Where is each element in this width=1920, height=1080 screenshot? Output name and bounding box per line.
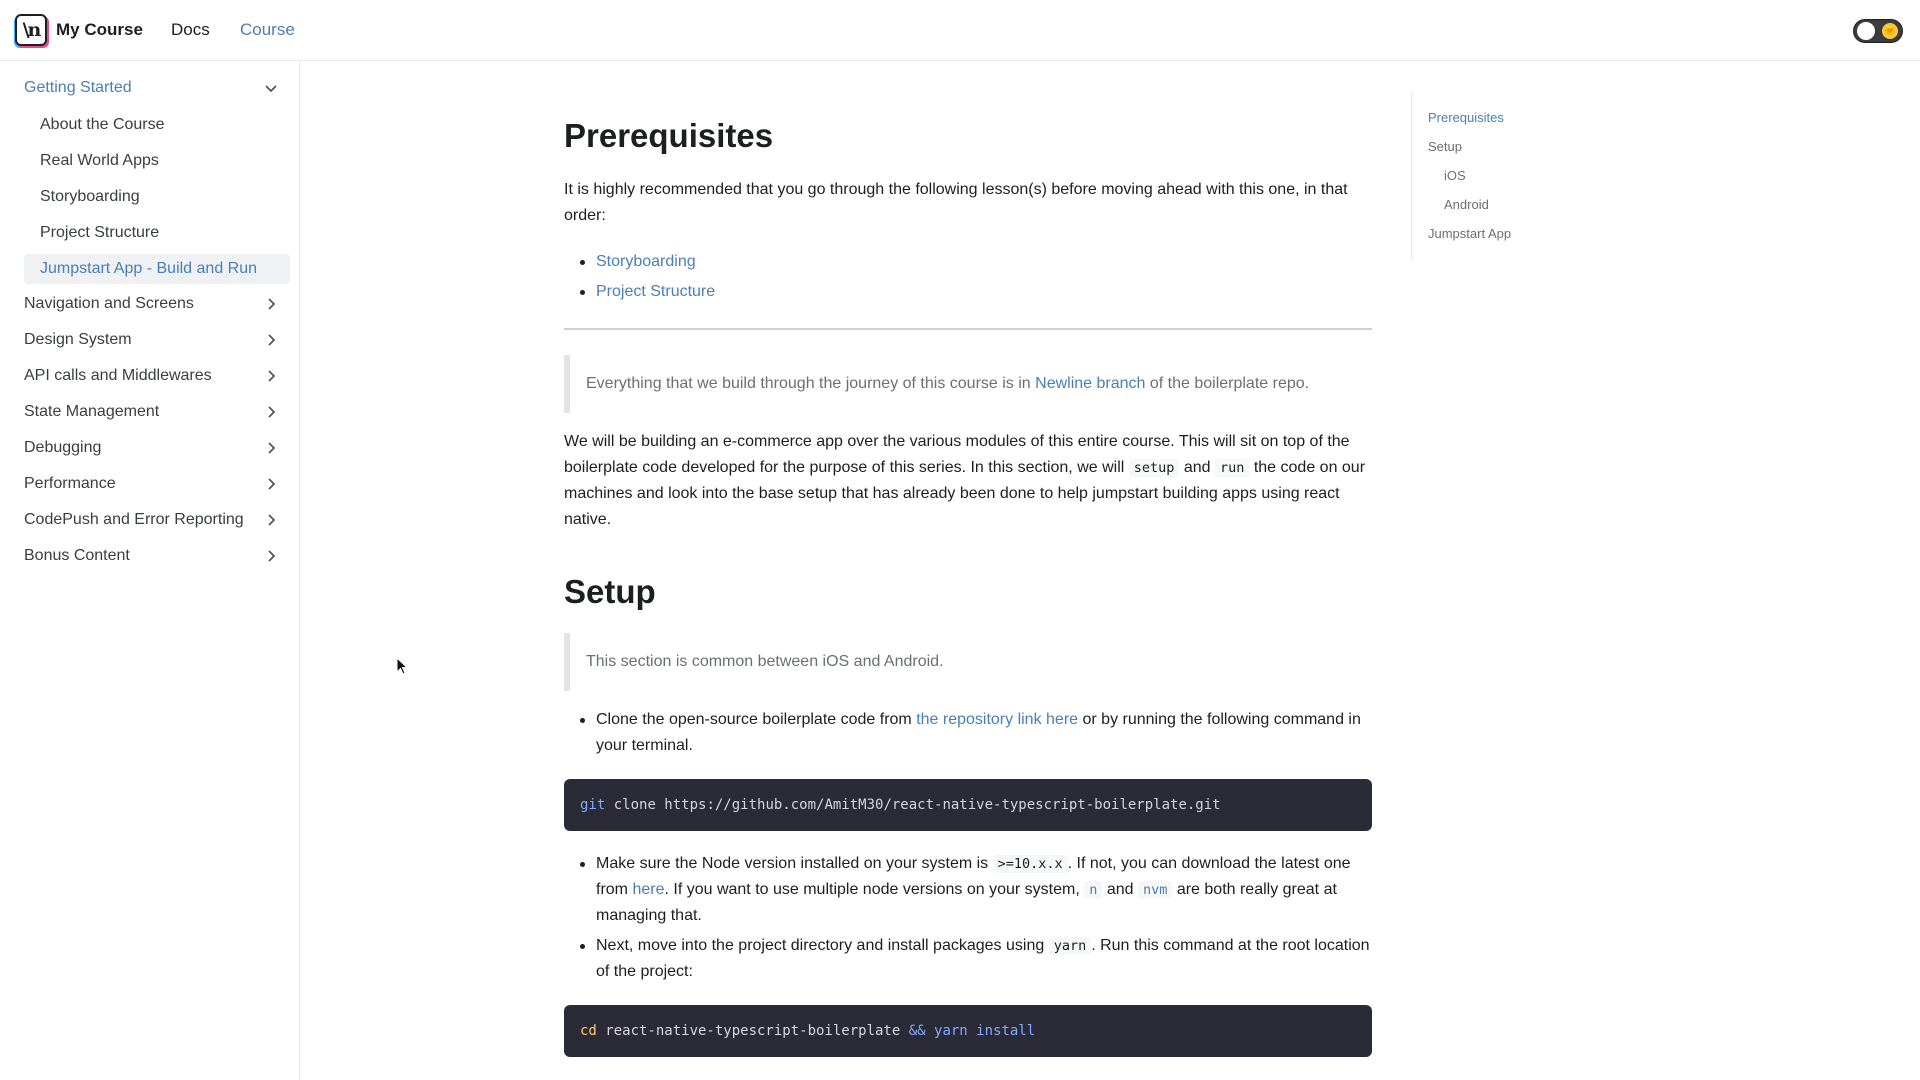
link-repository[interactable]: the repository link here [916,711,1079,728]
code-setup: setup [1129,459,1180,477]
blockquote-common-section [564,633,1372,691]
nav-link-docs[interactable]: Docs [171,20,210,39]
code-run: run [1215,459,1249,477]
node-text-and: and [1102,881,1138,898]
sidebar-category-label: CodePush and Error Reporting [24,511,244,528]
code-yarn: yarn [1049,937,1092,955]
sidebar-category-label: State Management [24,403,160,420]
prereq-intro: It is highly recommended that you go through the following lesson(s) before moving ahead with this one, in that order: [564,181,1348,224]
logo-glyph: \n [22,18,40,41]
heading-prerequisites: Prerequisites [564,117,774,154]
node-text-mid: . If not, you can download the latest one from [596,855,1351,898]
link-node-download[interactable]: here [632,881,665,898]
sidebar-item-real-world-apps[interactable] [24,146,290,176]
clone-text-after: or by running the following command in your terminal. [596,711,1361,754]
chevron-right-icon [262,367,280,385]
list-item [596,249,1372,279]
chevron-down-icon [262,79,280,97]
quote-text-before: Everything that we build through the journey of this course is in [586,375,1036,392]
list-item [596,279,1372,305]
code-nvm[interactable]: nvm [1138,881,1172,899]
sidebar-category-api-calls[interactable] [24,362,280,390]
prereq-list [596,249,1372,305]
table-of-contents [1411,92,1631,260]
list-item [596,933,1372,985]
sidebar-category-getting-started[interactable] [24,74,280,102]
intro-text-2: the code on our machines and look into the base setup that has already been done to help jumpstart building apps using react native. [564,459,1366,528]
sun-icon: 🌞 [1883,25,1897,37]
toc-item-setup[interactable]: Setup [1428,139,1462,154]
yarn-text-before: Next, move into the project directory and install packages using [596,937,1049,954]
link-newline-branch[interactable]: Newline branch [1035,375,1146,392]
divider [564,328,1372,330]
code-node-version: >=10.x.x [993,855,1068,873]
toggle-knob [1857,22,1875,40]
sidebar-category-label: Design System [24,331,132,348]
code-block-yarn-install[interactable] [564,1005,1372,1057]
toc-item-prerequisites[interactable]: Prerequisites [1428,110,1504,125]
setup-list-2 [596,851,1372,985]
logo-icon[interactable] [15,14,47,46]
chevron-right-icon [262,475,280,493]
main-content [564,61,1372,1080]
chevron-right-icon [262,331,280,349]
sidebar-item-label: About the Course [40,116,165,133]
nav-link-course[interactable]: Course [240,20,295,39]
list-item [596,707,1372,759]
chevron-right-icon [262,439,280,457]
sidebar-item-label: Project Structure [40,224,160,241]
code-text: clone https://github.com/AmitM30/react-native-typescript-boilerplate.git [605,797,1221,813]
navbar [0,0,1920,61]
node-text-mid2: . If you want to use multiple node versions on your system, [664,881,1085,898]
sidebar-category-label: Debugging [24,439,102,456]
code-keyword: git [580,797,606,813]
clone-text-before: Clone the open-source boilerplate code from [596,711,917,728]
intro-text-and: and [1179,459,1215,476]
toc-item-ios[interactable]: iOS [1444,168,1466,183]
sidebar-category-label: Performance [24,475,116,492]
quote-text [586,375,1309,393]
sidebar-item-jumpstart-app[interactable] [24,254,290,284]
sidebar-item-label: Real World Apps [40,152,159,169]
intro-paragraph [564,429,1372,533]
sidebar-item-label: Jumpstart App - Build and Run [40,260,258,277]
sidebar-category-navigation[interactable] [24,290,280,318]
list-item [596,851,1372,929]
code-keyword: cd [580,1023,597,1039]
code-text: react-native-typescript-boilerplate [596,1023,909,1039]
code-block-git-clone[interactable] [564,779,1372,831]
sidebar-item-about-the-course[interactable] [24,110,290,140]
brand-title[interactable]: My Course [56,20,143,39]
chevron-right-icon [262,403,280,421]
quote-text-after: of the boilerplate repo. [1145,375,1310,392]
sidebar-item-project-structure[interactable] [24,218,290,248]
sidebar-category-debugging[interactable] [24,434,280,462]
toc-item-android[interactable]: Android [1444,197,1489,212]
node-text-after: are both really great at managing that. [596,881,1337,924]
yarn-text-after: . Run this command at the root location of the project: [596,937,1370,980]
chevron-right-icon [262,547,280,565]
sidebar-category-label: Navigation and Screens [24,295,194,312]
sidebar-category-codepush[interactable] [24,506,280,534]
blockquote-newline-branch [564,355,1372,413]
theme-toggle[interactable] [1853,19,1903,43]
quote-text: This section is common between iOS and Android. [586,653,944,670]
mouse-cursor-icon [396,657,408,675]
node-text-before: Make sure the Node version installed on your system is [596,855,993,872]
intro-text-1: We will be building an e-commerce app over the various modules of this entire course. This will sit on top of the boilerplate code developed for the purpose of this series. In this section, we will [564,433,1350,476]
sidebar-category-label: Getting Started [24,79,132,96]
sidebar [0,61,300,1080]
link-project-structure[interactable]: Project Structure [596,283,716,300]
code-keyword: yarn install [925,1023,1036,1039]
heading-setup: Setup [564,573,656,610]
sidebar-category-label: API calls and Middlewares [24,367,212,384]
sidebar-category-state-management[interactable] [24,398,280,426]
sidebar-category-label: Bonus Content [24,547,130,564]
sidebar-category-performance[interactable] [24,470,280,498]
code-n[interactable]: n [1084,881,1102,899]
sidebar-item-storyboarding[interactable] [24,182,290,212]
setup-list-1 [596,707,1372,759]
sidebar-category-bonus-content[interactable] [24,542,280,570]
chevron-right-icon [262,295,280,313]
sidebar-item-label: Storyboarding [40,188,140,205]
code-operator: && [908,1023,926,1039]
link-storyboarding[interactable]: Storyboarding [596,253,696,270]
chevron-right-icon [262,511,280,529]
toc-item-jumpstart-app[interactable]: Jumpstart App [1428,226,1512,241]
sidebar-category-design-system[interactable] [24,326,280,354]
